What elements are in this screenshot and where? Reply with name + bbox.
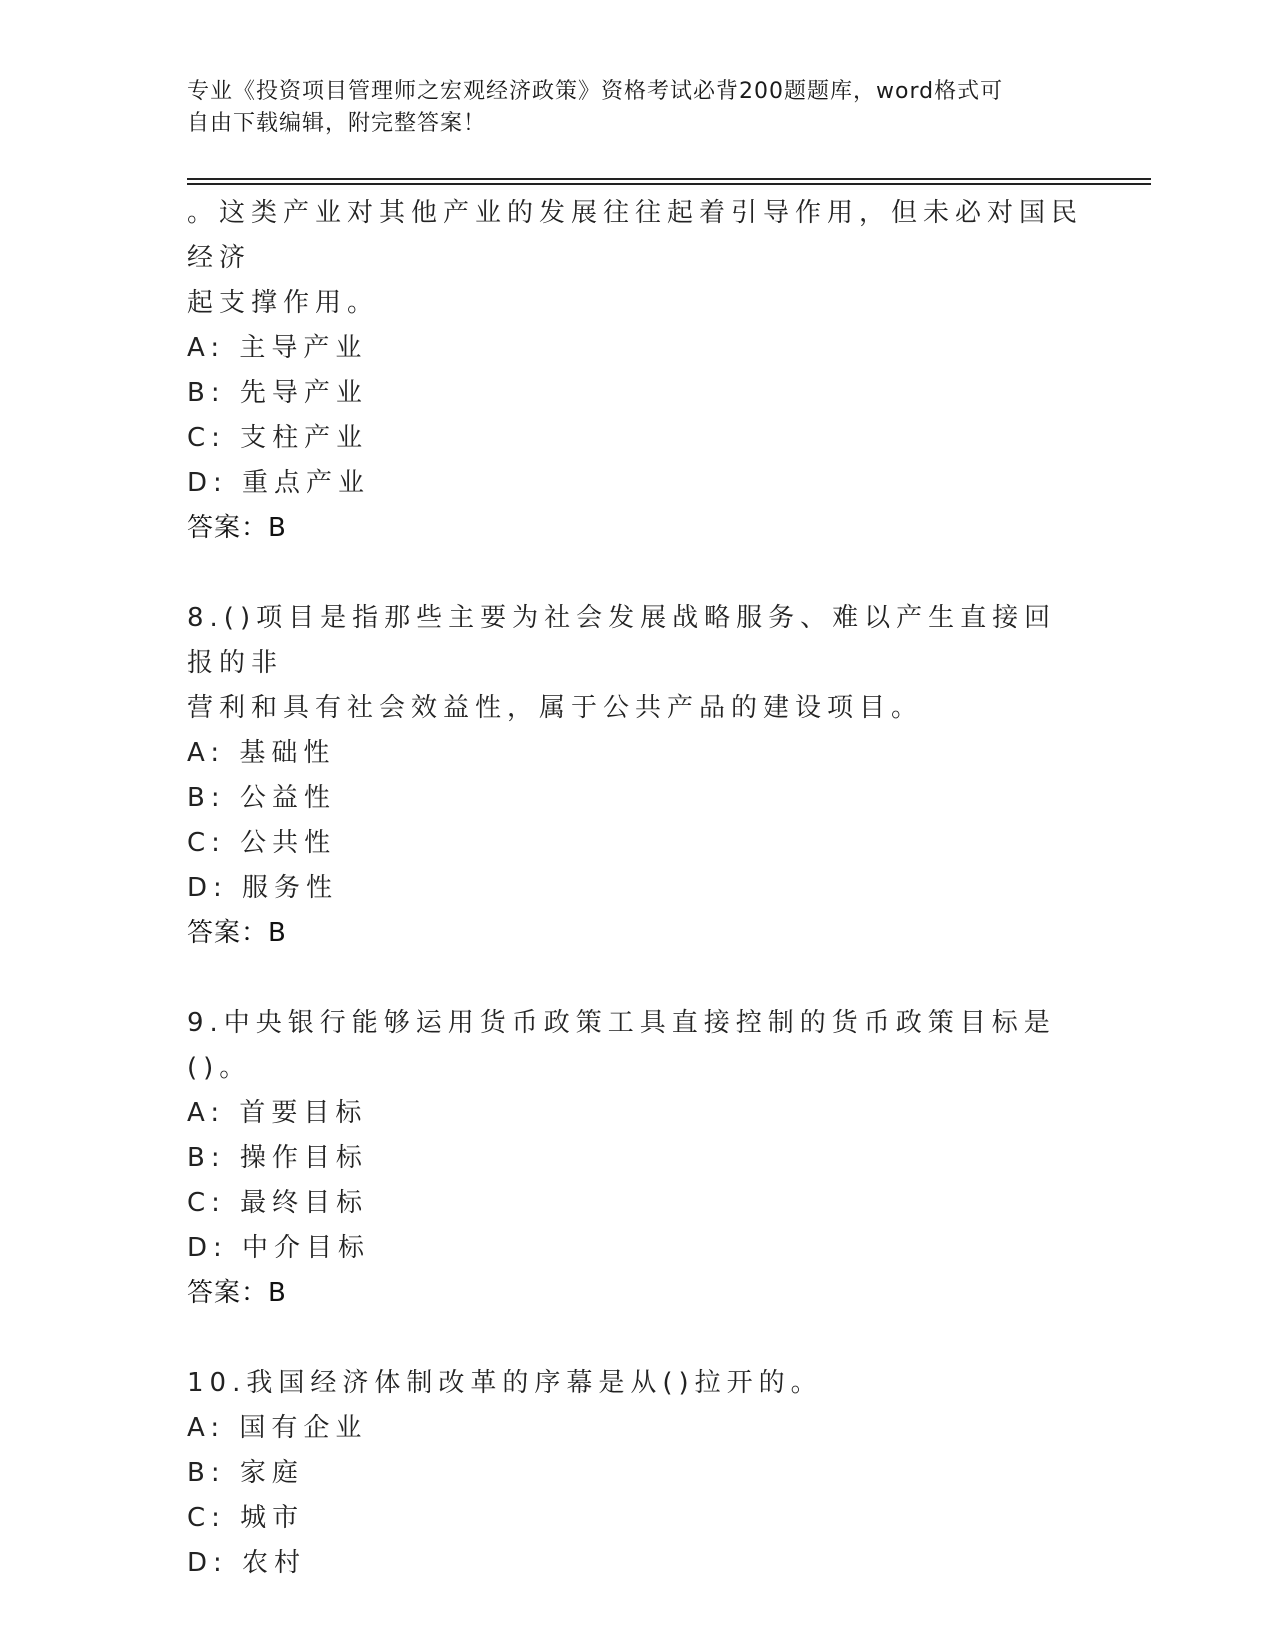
question-text-line: 。这类产业对其他产业的发展往往起着引导作用，但未必对国民经济: [187, 198, 1084, 273]
option-a: A: 主导产业: [187, 333, 368, 363]
header-rule-top: [187, 178, 1151, 180]
option-c: C: 支柱产业: [187, 423, 369, 453]
spacer: [187, 956, 1087, 1001]
option-b: B: 公益性: [187, 783, 336, 813]
question-text-line: 10.我国经济体制改革的序幕是从()拉开的。: [187, 1368, 823, 1398]
option-a: A: 国有企业: [187, 1413, 368, 1443]
question-text-line: 营利和具有社会效益性，属于公共产品的建设项目。: [187, 693, 924, 723]
answer-label: 答案：B: [187, 1278, 287, 1308]
option-b: B: 操作目标: [187, 1143, 368, 1173]
option-b: B: 先导产业: [187, 378, 368, 408]
question-8: [187, 596, 1087, 956]
option-c: C: 城市: [187, 1503, 305, 1533]
option-c: C: 最终目标: [187, 1188, 369, 1218]
option-d: D: 重点产业: [187, 468, 371, 498]
question-list: [187, 191, 1087, 1586]
question-continuation: [187, 191, 1087, 551]
spacer: [187, 1316, 1087, 1361]
option-c: C: 公共性: [187, 828, 337, 858]
question-10: [187, 1361, 1087, 1586]
spacer: [187, 551, 1087, 596]
option-b: B: 家庭: [187, 1458, 304, 1488]
header-line-1: 专业《投资项目管理师之宏观经济政策》资格考试必背200题题库，word格式可: [187, 79, 1004, 104]
header-line-2: 自由下载编辑，附完整答案！: [187, 111, 487, 136]
question-text-line: 8.()项目是指那些主要为社会发展战略服务、难以产生直接回报的非: [187, 603, 1057, 678]
question-text-line: 起支撑作用。: [187, 288, 380, 318]
answer-label: 答案：B: [187, 918, 287, 948]
option-d: D: 中介目标: [187, 1233, 371, 1263]
document-header: [187, 76, 1067, 140]
header-rule-bottom: [187, 183, 1151, 185]
answer-label: 答案：B: [187, 513, 287, 543]
option-d: D: 农村: [187, 1548, 307, 1578]
option-d: D: 服务性: [187, 873, 339, 903]
question-9: [187, 1001, 1087, 1316]
question-text-line: 9.中央银行能够运用货币政策工具直接控制的货币政策目标是()。: [187, 1008, 1056, 1083]
option-a: A: 基础性: [187, 738, 336, 768]
option-a: A: 首要目标: [187, 1098, 368, 1128]
